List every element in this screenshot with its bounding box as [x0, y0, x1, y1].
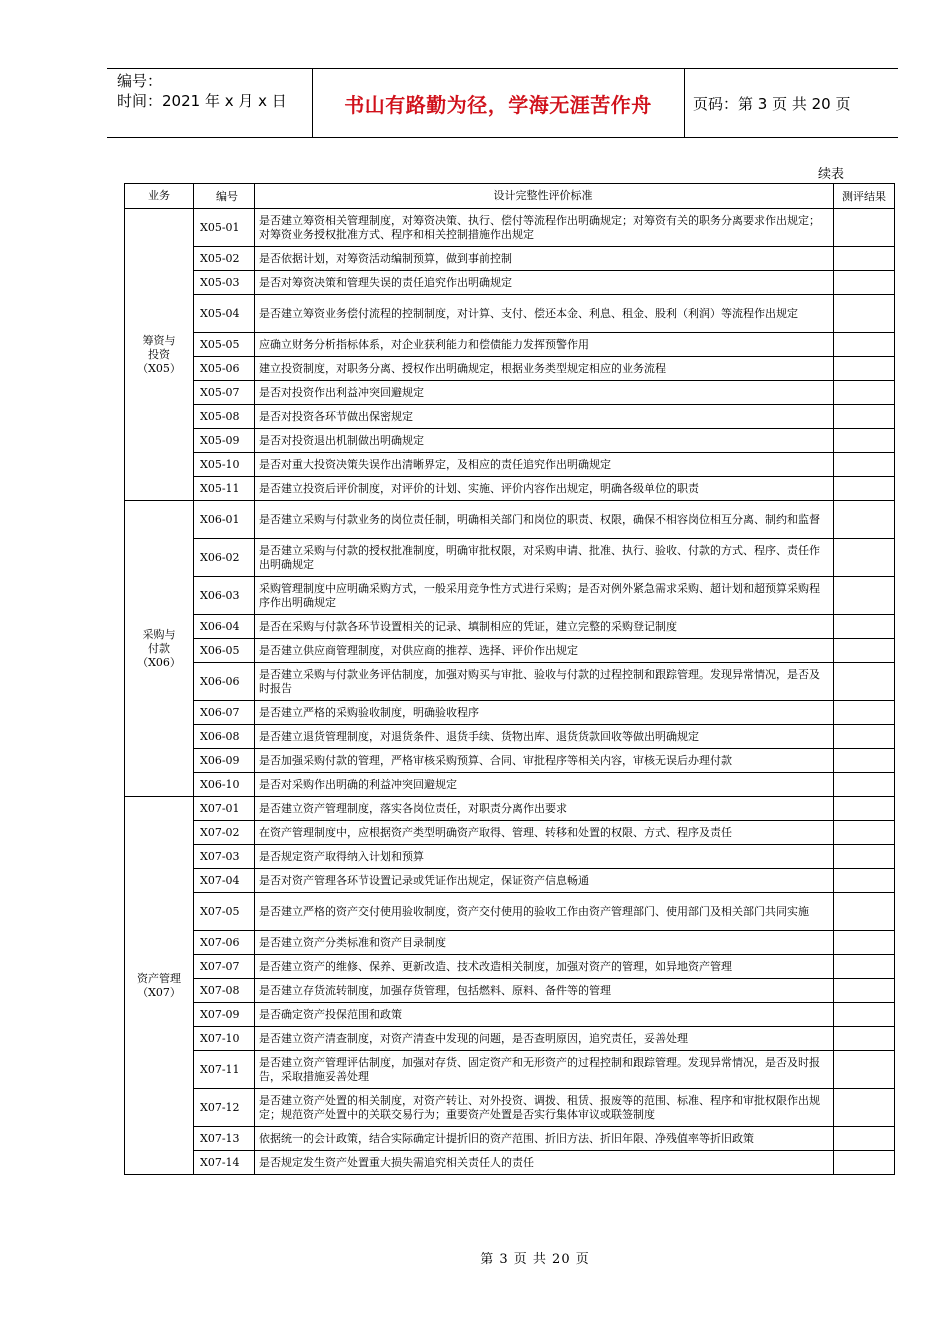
table-row	[125, 381, 895, 405]
evaluation-standard: 是否建立资产分类标准和资产目录制度	[255, 931, 834, 955]
business-category-cell	[125, 797, 194, 1175]
evaluation-standard: 是否建立采购与付款业务评估制度，加强对购买与审批、验收与付款的过程控制和跟踪管理。发现异常情况，是否及时报告	[255, 663, 834, 701]
table-row	[125, 247, 895, 271]
table-row	[125, 869, 895, 893]
evaluation-standard: 是否建立资产处置的相关制度，对资产转让、对外投资、调拨、租赁、报废等的范围、标准、程序和审批权限作出规定；规范资产处置中的关联交易行为；重要资产处置是否实行集体审议或联签制度	[255, 1089, 834, 1127]
item-code: X06-08	[194, 725, 255, 749]
evaluation-result-cell[interactable]	[834, 1127, 895, 1151]
item-code: X07-11	[194, 1051, 255, 1089]
table-row	[125, 333, 895, 357]
item-code: X07-08	[194, 979, 255, 1003]
header-result: 测评结果	[834, 184, 895, 209]
evaluation-result-cell[interactable]	[834, 333, 895, 357]
evaluation-standard: 是否建立严格的资产交付使用验收制度，资产交付使用的验收工作由资产管理部门、使用部门及相关部门共同实施	[255, 893, 834, 931]
header-standard: 设计完整性评价标准	[255, 184, 834, 209]
evaluation-standard: 是否规定资产取得纳入计划和预算	[255, 845, 834, 869]
item-code: X06-06	[194, 663, 255, 701]
table-row	[125, 501, 895, 539]
table-row	[125, 663, 895, 701]
table-row	[125, 773, 895, 797]
page-footer: 第 3 页 共 20 页	[480, 1252, 590, 1267]
evaluation-standard: 建立投资制度，对职务分离、授权作出明确规定，根据业务类型规定相应的业务流程	[255, 357, 834, 381]
business-name-line: 采购与	[142, 627, 176, 641]
item-code: X05-08	[194, 405, 255, 429]
table-row	[125, 1027, 895, 1051]
evaluation-result-cell[interactable]	[834, 405, 895, 429]
item-code: X05-06	[194, 357, 255, 381]
table-row	[125, 1151, 895, 1175]
evaluation-standard: 是否对采购作出明确的利益冲突回避规定	[255, 773, 834, 797]
table-row	[125, 797, 895, 821]
evaluation-standard: 是否建立采购与付款业务的岗位责任制，明确相关部门和岗位的职责、权限，确保不相容岗位相互分离、制约和监督	[255, 501, 834, 539]
item-code: X07-03	[194, 845, 255, 869]
evaluation-standard: 是否建立资产清查制度，对资产清查中发现的问题，是否查明原因，追究责任，妥善处理	[255, 1027, 834, 1051]
evaluation-standard: 是否建立资产管理评估制度，加强对存货、固定资产和无形资产的过程控制和跟踪管理。发现异常情况，是否及时报告，采取措施妥善处理	[255, 1051, 834, 1089]
document-time-label: 时间：2021 年 x 月 x 日	[117, 92, 287, 110]
item-code: X05-09	[194, 429, 255, 453]
evaluation-result-cell[interactable]	[834, 749, 895, 773]
evaluation-standard: 是否建立资产管理制度，落实各岗位责任，对职责分离作出要求	[255, 797, 834, 821]
table-row	[125, 821, 895, 845]
evaluation-standard: 是否对资产管理各环节设置记录或凭证作出规定，保证资产信息畅通	[255, 869, 834, 893]
item-code: X06-04	[194, 615, 255, 639]
header-page-info: 页码：第 3 页 共 20 页	[693, 94, 851, 113]
item-code: X07-07	[194, 955, 255, 979]
table-row	[125, 893, 895, 931]
item-code: X05-03	[194, 271, 255, 295]
evaluation-standard: 是否确定资产投保范围和政策	[255, 1003, 834, 1027]
item-code: X07-10	[194, 1027, 255, 1051]
item-code: X07-04	[194, 869, 255, 893]
evaluation-standard: 是否建立投资后评价制度，对评价的计划、实施、评价内容作出规定，明确各级单位的职责	[255, 477, 834, 501]
table-row	[125, 1089, 895, 1127]
item-code: X05-07	[194, 381, 255, 405]
header-divider	[684, 69, 685, 137]
evaluation-standard: 应确立财务分析指标体系，对企业获利能力和偿债能力发挥预警作用	[255, 333, 834, 357]
table-row	[125, 701, 895, 725]
evaluation-standard: 是否加强采购付款的管理，严格审核采购预算、合同、审批程序等相关内容，审核无误后办理付款	[255, 749, 834, 773]
table-row	[125, 477, 895, 501]
document-number-label: 编号：	[117, 72, 163, 90]
table-row	[125, 539, 895, 577]
evaluation-result-cell[interactable]	[834, 979, 895, 1003]
evaluation-standard: 是否对投资退出机制做出明确规定	[255, 429, 834, 453]
evaluation-standard: 采购管理制度中应明确采购方式，一般采用竞争性方式进行采购；是否对例外紧急需求采购、超计划和超预算采购程序作出明确规定	[255, 577, 834, 615]
business-name-line: 筹资与	[142, 333, 176, 347]
evaluation-standard: 是否规定发生资产处置重大损失需追究相关责任人的责任	[255, 1151, 834, 1175]
header-meta	[117, 71, 313, 111]
item-code: X07-02	[194, 821, 255, 845]
item-code: X05-11	[194, 477, 255, 501]
item-code: X05-04	[194, 295, 255, 333]
evaluation-standard: 在资产管理制度中，应根据资产类型明确资产取得、管理、转移和处置的权限、方式、程序及责任	[255, 821, 834, 845]
evaluation-result-cell[interactable]	[834, 1027, 895, 1051]
item-code: X05-10	[194, 453, 255, 477]
table-row	[125, 271, 895, 295]
table-row	[125, 725, 895, 749]
header-business: 业务	[125, 184, 194, 209]
item-code: X07-05	[194, 893, 255, 931]
item-code: X06-02	[194, 539, 255, 577]
item-code: X07-13	[194, 1127, 255, 1151]
item-code: X05-02	[194, 247, 255, 271]
table-row	[125, 453, 895, 477]
table-row	[125, 931, 895, 955]
evaluation-result-cell[interactable]	[834, 701, 895, 725]
table-row	[125, 577, 895, 615]
evaluation-result-cell[interactable]	[834, 1151, 895, 1175]
evaluation-result-cell[interactable]	[834, 1051, 895, 1089]
page-header	[107, 68, 898, 138]
business-code: （X06）	[137, 655, 181, 669]
item-code: X07-01	[194, 797, 255, 821]
item-code: X06-09	[194, 749, 255, 773]
evaluation-result-cell[interactable]	[834, 271, 895, 295]
item-code: X06-05	[194, 639, 255, 663]
table-row	[125, 405, 895, 429]
evaluation-result-cell[interactable]	[834, 357, 895, 381]
evaluation-standard: 是否建立资产的维修、保养、更新改造、技术改造相关制度，加强对资产的管理，如异地资产管理	[255, 955, 834, 979]
evaluation-result-cell[interactable]	[834, 797, 895, 821]
table-row	[125, 429, 895, 453]
table-body	[125, 209, 895, 1175]
evaluation-result-cell[interactable]	[834, 955, 895, 979]
evaluation-standard: 是否对筹资决策和管理失误的责任追究作出明确规定	[255, 271, 834, 295]
evaluation-result-cell[interactable]	[834, 501, 895, 539]
evaluation-result-cell[interactable]	[834, 893, 895, 931]
continued-label: 续表	[818, 167, 845, 182]
table-row	[125, 615, 895, 639]
table-row	[125, 295, 895, 333]
evaluation-result-cell[interactable]	[834, 615, 895, 639]
item-code: X06-03	[194, 577, 255, 615]
header-motto: 书山有路勤为径，学海无涯苦作舟	[344, 92, 652, 117]
evaluation-standard: 依据统一的会计政策，结合实际确定计提折旧的资产范围、折旧方法、折旧年限、净残值率等折旧政策	[255, 1127, 834, 1151]
evaluation-result-cell[interactable]	[834, 845, 895, 869]
evaluation-result-cell[interactable]	[834, 381, 895, 405]
evaluation-result-cell[interactable]	[834, 209, 895, 247]
evaluation-standard: 是否对重大投资决策失误作出清晰界定，及相应的责任追究作出明确规定	[255, 453, 834, 477]
table-row	[125, 749, 895, 773]
business-name-line: 资产管理	[137, 971, 181, 985]
business-name-line: 投资	[148, 347, 170, 361]
evaluation-standard: 是否建立采购与付款的授权批准制度，明确审批权限，对采购申请、批准、执行、验收、付款的方式、程序、责任作出明确规定	[255, 539, 834, 577]
header-code: 编号	[194, 184, 255, 209]
table-row	[125, 357, 895, 381]
evaluation-result-cell[interactable]	[834, 1089, 895, 1127]
table-row	[125, 955, 895, 979]
table-row	[125, 639, 895, 663]
item-code: X07-09	[194, 1003, 255, 1027]
item-code: X05-05	[194, 333, 255, 357]
evaluation-standard: 是否建立退货管理制度，对退货条件、退货手续、货物出库、退货货款回收等做出明确规定	[255, 725, 834, 749]
evaluation-result-cell[interactable]	[834, 869, 895, 893]
item-code: X07-12	[194, 1089, 255, 1127]
item-code: X06-10	[194, 773, 255, 797]
evaluation-result-cell[interactable]	[834, 773, 895, 797]
evaluation-result-cell[interactable]	[834, 453, 895, 477]
evaluation-standard: 是否建立筹资业务偿付流程的控制制度，对计算、支付、偿还本金、利息、租金、股利（利润）等流程作出规定	[255, 295, 834, 333]
table-row	[125, 1127, 895, 1151]
item-code: X06-07	[194, 701, 255, 725]
evaluation-result-cell[interactable]	[834, 1003, 895, 1027]
evaluation-result-cell[interactable]	[834, 539, 895, 577]
item-code: X06-01	[194, 501, 255, 539]
evaluation-result-cell[interactable]	[834, 247, 895, 271]
table-header-row	[125, 184, 895, 209]
evaluation-standard: 是否建立存货流转制度，加强存货管理，包括燃料、原料、备件等的管理	[255, 979, 834, 1003]
evaluation-result-cell[interactable]	[834, 429, 895, 453]
evaluation-standard: 是否对投资作出利益冲突回避规定	[255, 381, 834, 405]
table-row	[125, 1051, 895, 1089]
business-name-line: 付款	[148, 641, 170, 655]
business-category-cell	[125, 209, 194, 501]
business-category-cell	[125, 501, 194, 797]
evaluation-table	[124, 183, 895, 1175]
evaluation-standard: 是否在采购与付款各环节设置相关的记录、填制相应的凭证，建立完整的采购登记制度	[255, 615, 834, 639]
table-row	[125, 979, 895, 1003]
table-row	[125, 209, 895, 247]
evaluation-result-cell[interactable]	[834, 663, 895, 701]
evaluation-standard: 是否建立供应商管理制度，对供应商的推荐、选择、评价作出规定	[255, 639, 834, 663]
business-code: （X05）	[137, 361, 181, 375]
evaluation-result-cell[interactable]	[834, 639, 895, 663]
table-row	[125, 845, 895, 869]
evaluation-standard: 是否建立筹资相关管理制度，对筹资决策、执行、偿付等流程作出明确规定；对筹资有关的职务分离要求作出规定；对筹资业务授权批准方式、程序和相关控制措施作出规定	[255, 209, 834, 247]
evaluation-standard: 是否对投资各环节做出保密规定	[255, 405, 834, 429]
business-code: （X07）	[137, 985, 181, 999]
evaluation-result-cell[interactable]	[834, 295, 895, 333]
evaluation-standard: 是否依据计划，对筹资活动编制预算，做到事前控制	[255, 247, 834, 271]
table-row	[125, 1003, 895, 1027]
evaluation-result-cell[interactable]	[834, 931, 895, 955]
item-code: X07-14	[194, 1151, 255, 1175]
evaluation-result-cell[interactable]	[834, 577, 895, 615]
item-code: X07-06	[194, 931, 255, 955]
evaluation-result-cell[interactable]	[834, 477, 895, 501]
evaluation-standard: 是否建立严格的采购验收制度，明确验收程序	[255, 701, 834, 725]
item-code: X05-01	[194, 209, 255, 247]
evaluation-result-cell[interactable]	[834, 821, 895, 845]
evaluation-result-cell[interactable]	[834, 725, 895, 749]
